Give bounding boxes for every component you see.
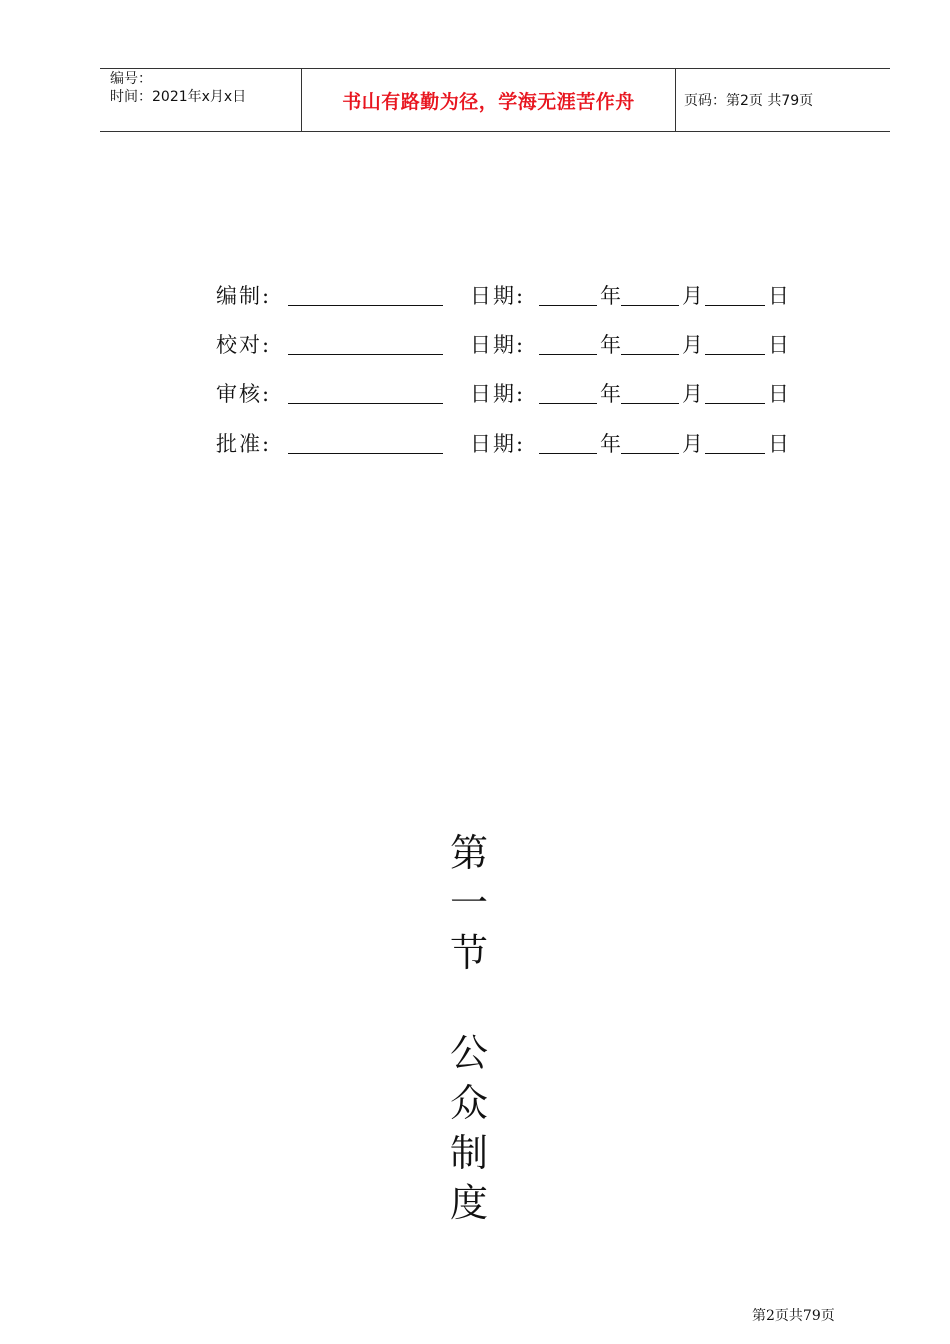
header-meta-cell [100,69,302,131]
header-page-number: 页码：第2页 共79页 [684,93,814,109]
section-number-vertical [446,828,492,978]
signature-line[interactable] [288,354,443,355]
document-time: 时间：2021年x月x日 [110,89,247,105]
signature-line[interactable] [288,453,443,454]
month-label: 月 [682,284,703,308]
header-motto-cell [302,69,676,131]
signoff-label: 审核: [216,382,272,406]
date-label: 日期: [470,284,526,308]
signoff-label: 校对: [216,333,272,357]
title-char: 公 [449,1031,488,1075]
year-blank[interactable] [539,305,597,306]
header-page-cell [676,69,890,131]
header-motto: 书山有路勤为径，学海无涯苦作舟 [342,90,635,113]
month-blank[interactable] [621,403,679,404]
month-label: 月 [682,432,703,456]
year-blank[interactable] [539,403,597,404]
year-blank[interactable] [539,453,597,454]
page-header [100,68,890,132]
section-title-vertical [446,1028,492,1228]
title-char: 制 [449,1131,488,1175]
day-blank[interactable] [705,305,765,306]
signature-line[interactable] [288,403,443,404]
signoff-label: 编制: [216,284,272,308]
day-blank[interactable] [705,403,765,404]
title-char: 众 [449,1081,488,1125]
date-label: 日期: [470,432,526,456]
year-blank[interactable] [539,354,597,355]
month-blank[interactable] [621,453,679,454]
title-char: 度 [449,1181,488,1225]
date-label: 日期: [470,382,526,406]
signoff-label: 批准: [216,432,272,456]
month-label: 月 [682,333,703,357]
date-label: 日期: [470,333,526,357]
title-char: 节 [449,931,488,975]
day-label: 日 [768,284,789,308]
year-label: 年 [600,382,621,406]
footer-page-number: 第2页共79页 [752,1308,835,1324]
day-blank[interactable] [705,354,765,355]
year-label: 年 [600,432,621,456]
day-label: 日 [768,432,789,456]
title-char: 一 [449,881,488,925]
month-blank[interactable] [621,354,679,355]
year-label: 年 [600,333,621,357]
month-blank[interactable] [621,305,679,306]
day-label: 日 [768,382,789,406]
signature-line[interactable] [288,305,443,306]
day-label: 日 [768,333,789,357]
day-blank[interactable] [705,453,765,454]
month-label: 月 [682,382,703,406]
year-label: 年 [600,284,621,308]
document-number-label: 编号： [110,71,152,87]
title-char: 第 [449,831,488,875]
